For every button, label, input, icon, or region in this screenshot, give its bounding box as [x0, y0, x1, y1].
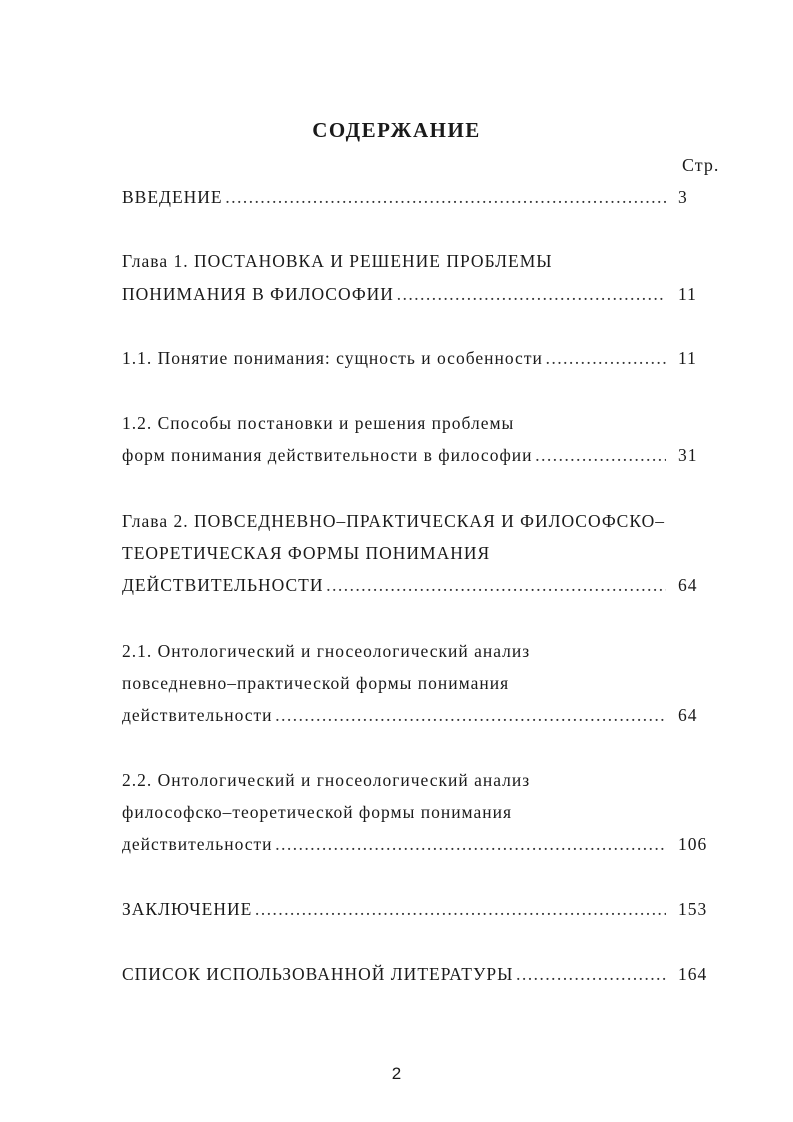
toc-entry-bibliography[interactable] [122, 963, 722, 985]
toc-entry-chapter2-line2: ТЕОРЕТИЧЕСКАЯ ФОРМЫ ПОНИМАНИЯ [122, 543, 491, 563]
leader-dots [275, 704, 666, 726]
toc-entry-chapter2-line1: Глава 2. ПОВСЕДНЕВНО–ПРАКТИЧЕСКАЯ И ФИЛОСОФСКО– [122, 511, 665, 531]
toc-entry-page: 64 [678, 575, 698, 595]
leader-dots [225, 186, 666, 208]
toc-entry-section-2-1[interactable] [122, 704, 722, 726]
leader-dots [535, 444, 666, 466]
toc-entry-page: 11 [678, 348, 697, 368]
toc-entry-chapter1-line1: Глава 1. ПОСТАНОВКА И РЕШЕНИЕ ПРОБЛЕМЫ [122, 251, 553, 271]
toc-entry-text: ЗАКЛЮЧЕНИЕ [122, 899, 253, 919]
toc-entry-section-1-1[interactable] [122, 347, 722, 369]
toc-entry-section-2-1-line1: 2.1. Онтологический и гносеологический анализ [122, 641, 531, 661]
toc-entry-chapter2[interactable] [122, 574, 722, 596]
toc-entry-page: 106 [678, 834, 708, 854]
toc-entry-section-2-2[interactable] [122, 833, 722, 855]
toc-entry-section-1-2-line1: 1.2. Способы постановки и решения проблемы [122, 413, 515, 433]
toc-entry-text: действительности [122, 834, 273, 854]
leader-dots [396, 283, 666, 305]
toc-entry-text: 1.1. Понятие понимания: сущность и особенности [122, 348, 543, 368]
toc-entry-text: действительности [122, 705, 273, 725]
toc-entry-section-2-2-line1: 2.2. Онтологический и гносеологический анализ [122, 770, 531, 790]
toc-entry-page: 64 [678, 705, 698, 725]
toc-entry-text: ВВЕДЕНИЕ [122, 187, 223, 207]
toc-entry-introduction[interactable] [122, 186, 722, 208]
toc-entry-page: 31 [678, 445, 698, 465]
leader-dots [545, 347, 666, 369]
toc-entry-chapter1[interactable] [122, 283, 722, 305]
page-column-label: Стр. [682, 155, 720, 175]
leader-dots [254, 898, 666, 920]
toc-entry-conclusion[interactable] [122, 898, 722, 920]
toc-entry-section-2-1-line2: повседневно–практической формы понимания [122, 673, 510, 693]
toc-entry-text: форм понимания действительности в философии [122, 445, 533, 465]
toc-entry-page: 153 [678, 899, 708, 919]
leader-dots [275, 833, 666, 855]
toc-entry-section-1-2[interactable] [122, 444, 722, 466]
leader-dots [515, 963, 666, 985]
toc-entry-page: 3 [678, 187, 688, 207]
toc-entry-text: ДЕЙСТВИТЕЛЬНОСТИ [122, 575, 324, 595]
toc-entry-text: ПОНИМАНИЯ В ФИЛОСОФИИ [122, 284, 394, 304]
toc-entry-section-2-2-line2: философско–теоретической формы понимания [122, 802, 513, 822]
page-title: СОДЕРЖАНИЕ [312, 118, 481, 142]
page-number: 2 [391, 1064, 402, 1083]
toc-entry-text: СПИСОК ИСПОЛЬЗОВАННОЙ ЛИТЕРАТУРЫ [122, 964, 514, 984]
toc-entry-page: 164 [678, 964, 708, 984]
leader-dots [326, 574, 667, 596]
toc-entry-page: 11 [678, 284, 697, 304]
